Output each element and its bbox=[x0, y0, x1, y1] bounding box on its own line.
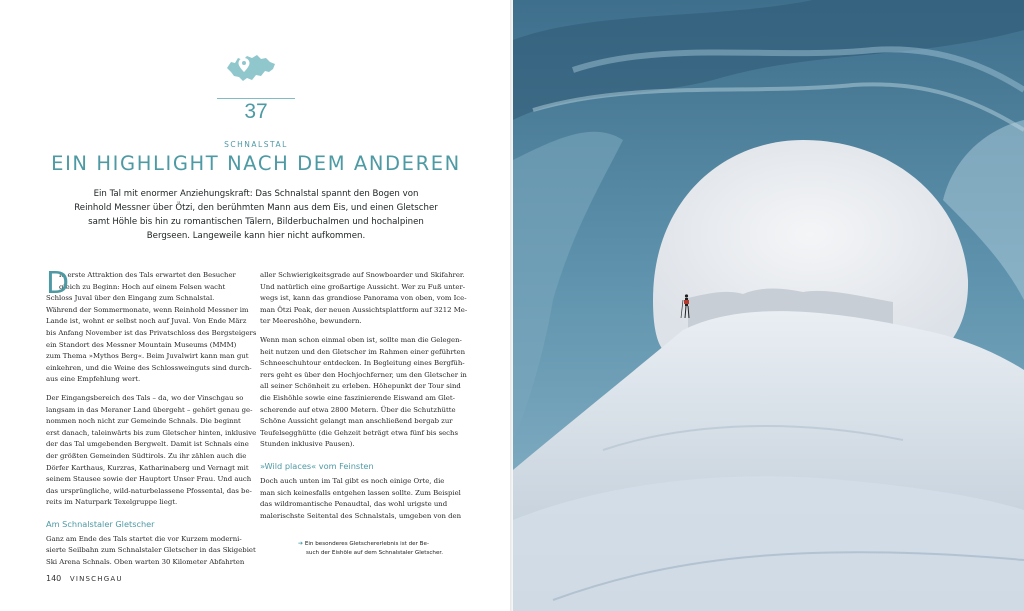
body-line: Ski Arena Schnals. Oben warten 30 Kilometer Abfahrten bbox=[46, 558, 245, 567]
page-folio bbox=[46, 574, 123, 583]
ice-cave-photo bbox=[513, 0, 1024, 611]
body-line: der größten Gemeinden Südtirols. Zu ihr zählen auch die bbox=[46, 451, 247, 460]
body-line: langsam in das Meraner Land übergeht – gehört genau ge- bbox=[46, 405, 253, 414]
number-rule bbox=[217, 98, 295, 99]
body-line: man sich keinesfalls entgehen lassen sollte. Zum Beispiel bbox=[260, 488, 461, 497]
body-line: ie erste Attraktion des Tals erwartet den Besucher bbox=[59, 271, 236, 279]
region-map-pin-icon bbox=[225, 52, 277, 84]
body-line: aller Schwierigkeitsgrade auf Snowboarder und Skifahrer. bbox=[260, 271, 465, 279]
body-line: scherende auf etwa 2800 Metern. Über die Schutzhütte bbox=[260, 405, 456, 414]
body-line: wegs ist, kann das grandiose Panorama von oben, vom Ice- bbox=[260, 294, 467, 303]
body-line: die Eishöhle sowie eine faszinierende Eiswand am Glet- bbox=[260, 393, 455, 402]
lead-line: Ein Tal mit enormer Anziehungskraft: Das Schnalstal spannt den Bogen von bbox=[93, 189, 419, 199]
caption-line: such der Eishöle auf dem Schnalstaler Gletscher. bbox=[306, 550, 443, 556]
text-column-right bbox=[260, 270, 468, 522]
page-number: 140 bbox=[46, 574, 62, 583]
body-line: der das Tal umgebenden Bergwelt. Damit ist Schnals eine bbox=[46, 440, 249, 449]
text-column-left bbox=[46, 266, 257, 569]
body-line: das ursprüngliche, wild-naturbelassene Pfossental, das be- bbox=[46, 486, 252, 495]
subheading: »Wild places« vom Feinsten bbox=[260, 460, 374, 471]
body-line: Und natürlich eine großartige Aussicht. Wer zu Fuß unter- bbox=[260, 282, 466, 291]
body-line: Schöne Aussicht gelangt man anschließend bergab zur bbox=[260, 417, 453, 426]
caption-line: Ein besonderes Gletschererlebnis ist der Be- bbox=[304, 541, 429, 547]
lead-line: Reinhold Messner über Ötzi, den berühmten Mann aus dem Eis, und einen Gletscher bbox=[74, 203, 438, 213]
body-line: sierte Seilbahn zum Schnalstaler Gletscher in das Skigebiet bbox=[46, 546, 256, 555]
lead-line: samt Höhle bis hin zu romantischen Tälern, Bilderbuchalmen und hochalpinen bbox=[88, 217, 424, 227]
body-line: bis Anfang November ist das Privatschloss des Bergsteigers bbox=[46, 328, 257, 337]
body-line: man Ötzi Peak, der neuen Aussichtsplattform auf 3212 Me- bbox=[260, 305, 468, 314]
body-line: Stunden inklusive Pausen). bbox=[260, 440, 355, 449]
drop-cap: D bbox=[46, 266, 70, 301]
body-line: rers geht es über den Hochjochferner, um den Gletscher in bbox=[260, 370, 467, 379]
body-line: Während der Sommermonate, wenn Reinhold Messner im bbox=[46, 305, 249, 314]
body-line: Der Eingangsbereich des Tals – da, wo der Vinschgau so bbox=[46, 393, 244, 402]
body-line: seinem Stausee sowie der Hauptort Unser Frau. Und auch bbox=[46, 475, 252, 484]
lead-line: Bergseen. Langeweile kann hier nicht aufkommen. bbox=[146, 231, 366, 241]
photo-caption bbox=[298, 539, 474, 558]
body-line: das wildromantische Penaudtal, das wohl urigste und bbox=[260, 500, 448, 509]
body-line: einkehren, und die Weine des Schlossweinguts sind durch- bbox=[46, 363, 252, 372]
subheading: Am Schnalstaler Gletscher bbox=[46, 518, 155, 529]
body-line: ter Meereshöhe, bewundern. bbox=[260, 317, 362, 326]
lead-paragraph bbox=[72, 187, 440, 243]
body-line: reits im Naturpark Texelgruppe liegt. bbox=[46, 498, 178, 507]
arrow-right-icon: ➔ bbox=[298, 540, 304, 547]
body-line: malerischste Seitental des Schnalstals, umgeben von den bbox=[260, 511, 462, 520]
section-name: VINSCHGAU bbox=[69, 575, 123, 583]
body-line: nommen noch nicht zur Gemeinde Schnals. Die beginnt bbox=[46, 417, 241, 426]
body-line: ein Standort des Messner Mountain Museums (MMM) bbox=[46, 340, 237, 349]
tour-number: 37 bbox=[244, 100, 268, 123]
body-line: all seiner Schönheit zu erleben. Höhepunkt der Tour sind bbox=[260, 382, 461, 391]
article-headline: EIN HIGHLIGHT NACH DEM ANDEREN bbox=[51, 152, 461, 175]
body-line: aus eine Empfehlung wert. bbox=[46, 375, 141, 384]
body-line: Ganz am Ende des Tals startet die vor Kurzem moderni- bbox=[46, 534, 242, 543]
body-line: erst danach, taleinwärts bis zum Gletscher hinten, inklusive bbox=[46, 428, 257, 437]
body-line: Wenn man schon einmal oben ist, sollte man die Gelegen- bbox=[260, 335, 462, 344]
body-line: gleich zu Beginn: Hoch auf einem Felsen wacht bbox=[59, 282, 226, 291]
body-line: Doch auch unten im Tal gibt es noch einige Orte, die bbox=[260, 476, 445, 485]
body-line: Schloss Juval über den Eingang zum Schnalstal. bbox=[46, 294, 215, 303]
body-line: Teufelsegghütte (die Gehzeit beträgt etwa fünf bis sechs bbox=[260, 428, 459, 437]
body-line: Lande ist, wohnt er selbst noch auf Juval. Von Ende März bbox=[46, 317, 247, 326]
region-kicker: SCHNALSTAL bbox=[224, 140, 288, 149]
body-line: Schneeschuhtour entdecken. In Begleitung eines Bergfüh- bbox=[260, 359, 465, 368]
body-line: heit nutzen und den Gletscher im Rahmen einer geführten bbox=[260, 347, 466, 356]
body-line: zum Thema »Mythos Berg«. Beim Juvalwirt kann man gut bbox=[46, 352, 249, 361]
body-line: Dörfer Karthaus, Kurzras, Katharinaberg und Vernagt mit bbox=[46, 463, 249, 472]
first-paragraph bbox=[46, 266, 257, 386]
